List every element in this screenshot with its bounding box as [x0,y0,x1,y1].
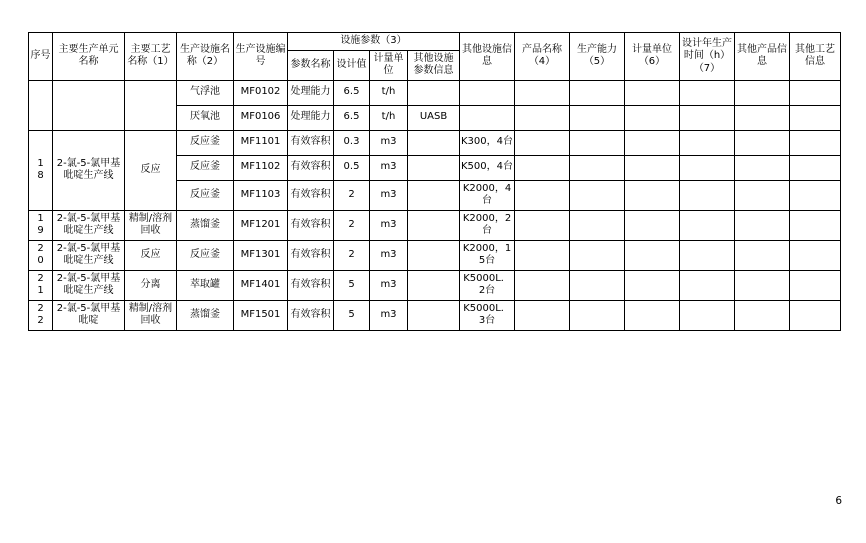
cell-measure-unit: m3 [370,300,408,330]
cell-annual-hours [680,130,735,155]
cell-annual-hours [680,270,735,300]
cell-capacity [570,300,625,330]
cell-facility-name: 气浮池 [177,80,234,105]
cell-unit-name: 2-氯-5-氯甲基吡啶生产线 [53,210,125,240]
cell-facility-code: MF1301 [234,240,288,270]
cell-capacity [570,210,625,240]
cell-other-param-info [408,155,460,180]
cell-other-process-info [790,180,841,210]
cell-capacity [570,270,625,300]
cell-annual-hours [680,210,735,240]
cell-capacity-unit [625,210,680,240]
header-other-product-info: 其他产品信息 [735,33,790,81]
facility-parameters-table [28,32,841,331]
cell-facility-code: MF1501 [234,300,288,330]
cell-capacity-unit [625,180,680,210]
cell-facility-name: 反应釜 [177,155,234,180]
cell-product-name [515,180,570,210]
cell-param-name: 有效容积 [288,300,334,330]
cell-product-name [515,130,570,155]
cell-other-facility-info [460,105,515,130]
cell-annual-hours [680,105,735,130]
cell-design-value: 2 [334,210,370,240]
cell-process-name: 反应 [125,130,177,210]
cell-seq: 1 9 [29,210,53,240]
cell-other-product-info [735,105,790,130]
cell-other-process-info [790,210,841,240]
cell-design-value: 6.5 [334,105,370,130]
cell-design-value: 5 [334,270,370,300]
cell-unit-name: 2-氯-5-氯甲基吡啶生产线 [53,240,125,270]
cell-facility-name: 反应釜 [177,130,234,155]
cell-capacity-unit [625,105,680,130]
cell-facility-code: MF1103 [234,180,288,210]
page-number: 6 [835,495,842,507]
table-row [29,270,841,300]
header-capacity-unit: 计量单位（6） [625,33,680,81]
cell-other-param-info [408,180,460,210]
cell-annual-hours [680,180,735,210]
cell-design-value: 5 [334,300,370,330]
table-row [29,240,841,270]
table-body [29,80,841,330]
header-product-name: 产品名称（4） [515,33,570,81]
cell-annual-hours [680,80,735,105]
cell-annual-hours [680,300,735,330]
cell-param-name: 处理能力 [288,80,334,105]
cell-capacity [570,180,625,210]
cell-other-param-info [408,210,460,240]
header-other-process-info: 其他工艺信息 [790,33,841,81]
table-row [29,210,841,240]
cell-other-facility-info: K2000，2台 [460,210,515,240]
cell-other-product-info [735,270,790,300]
cell-other-param-info [408,270,460,300]
cell-facility-name: 蒸馏釜 [177,210,234,240]
cell-other-process-info [790,240,841,270]
cell-other-param-info [408,240,460,270]
cell-facility-name: 反应釜 [177,240,234,270]
cell-facility-code: MF1201 [234,210,288,240]
cell-process-name: 精制/溶剂回收 [125,300,177,330]
cell-facility-code: MF1401 [234,270,288,300]
cell-process-name: 分离 [125,270,177,300]
header-param-name: 参数名称 [288,50,334,80]
cell-capacity-unit [625,300,680,330]
cell-facility-code: MF0102 [234,80,288,105]
cell-capacity [570,130,625,155]
cell-unit-name: 2-氯-5-氯甲基吡啶生产线 [53,130,125,210]
header-process-name: 主要工艺名称（1） [125,33,177,81]
header-facility-name: 生产设施名称（2） [177,33,234,81]
cell-seq [29,80,53,130]
cell-capacity-unit [625,270,680,300]
cell-other-process-info [790,105,841,130]
cell-other-product-info [735,210,790,240]
cell-product-name [515,80,570,105]
cell-capacity-unit [625,80,680,105]
cell-product-name [515,155,570,180]
cell-measure-unit: t/h [370,80,408,105]
cell-other-process-info [790,155,841,180]
table-row [29,80,841,105]
table-header-row-1 [29,33,841,51]
cell-product-name [515,300,570,330]
cell-other-param-info [408,80,460,105]
cell-other-process-info [790,130,841,155]
cell-other-facility-info: K5000L．3台 [460,300,515,330]
header-capacity: 生产能力（5） [570,33,625,81]
cell-measure-unit: m3 [370,180,408,210]
cell-measure-unit: t/h [370,105,408,130]
cell-annual-hours [680,240,735,270]
cell-capacity [570,155,625,180]
cell-other-product-info [735,80,790,105]
cell-facility-name: 厌氧池 [177,105,234,130]
cell-product-name [515,210,570,240]
cell-capacity-unit [625,240,680,270]
header-design-value: 设计值 [334,50,370,80]
header-other-param-info: 其他设施参数信息 [408,50,460,80]
cell-other-facility-info: K2000，4台 [460,180,515,210]
cell-other-product-info [735,180,790,210]
cell-seq: 1 8 [29,130,53,210]
cell-other-product-info [735,300,790,330]
cell-unit-name: 2-氯-5-氯甲基吡啶 [53,300,125,330]
cell-other-facility-info: K2000，15台 [460,240,515,270]
cell-param-name: 有效容积 [288,270,334,300]
cell-param-name: 处理能力 [288,105,334,130]
cell-capacity [570,240,625,270]
cell-product-name [515,270,570,300]
cell-design-value: 0.5 [334,155,370,180]
header-measure-unit: 计量单位 [370,50,408,80]
cell-capacity [570,105,625,130]
cell-design-value: 0.3 [334,130,370,155]
cell-param-name: 有效容积 [288,155,334,180]
header-annual-hours: 设计年生产时间（h）（7） [680,33,735,81]
cell-param-name: 有效容积 [288,130,334,155]
cell-measure-unit: m3 [370,240,408,270]
cell-unit-name [53,80,125,130]
cell-process-name [125,80,177,130]
cell-other-product-info [735,155,790,180]
cell-capacity-unit [625,130,680,155]
cell-other-facility-info [460,80,515,105]
cell-product-name [515,105,570,130]
cell-other-facility-info: K500，4台 [460,155,515,180]
header-unit-name: 主要生产单元名称 [53,33,125,81]
cell-other-facility-info: K300，4台 [460,130,515,155]
cell-other-facility-info: K5000L．2台 [460,270,515,300]
header-other-facility-info: 其他设施信息 [460,33,515,81]
header-facility-code: 生产设施编号 [234,33,288,81]
cell-param-name: 有效容积 [288,180,334,210]
cell-other-product-info [735,130,790,155]
table-row [29,300,841,330]
cell-measure-unit: m3 [370,130,408,155]
cell-design-value: 2 [334,180,370,210]
cell-measure-unit: m3 [370,155,408,180]
cell-other-param-info: UASB [408,105,460,130]
cell-process-name: 反应 [125,240,177,270]
cell-process-name: 精制/溶剂回收 [125,210,177,240]
cell-other-process-info [790,300,841,330]
cell-param-name: 有效容积 [288,240,334,270]
cell-facility-name: 萃取罐 [177,270,234,300]
header-seq: 序号 [29,33,53,81]
cell-facility-code: MF0106 [234,105,288,130]
cell-other-product-info [735,240,790,270]
cell-design-value: 6.5 [334,80,370,105]
cell-capacity-unit [625,155,680,180]
cell-design-value: 2 [334,240,370,270]
cell-seq: 2 2 [29,300,53,330]
cell-other-process-info [790,270,841,300]
cell-measure-unit: m3 [370,210,408,240]
cell-other-param-info [408,300,460,330]
header-group-facility-params: 设施参数（3） [288,33,460,51]
cell-param-name: 有效容积 [288,210,334,240]
cell-facility-code: MF1102 [234,155,288,180]
cell-measure-unit: m3 [370,270,408,300]
cell-unit-name: 2-氯-5-氯甲基吡啶生产线 [53,270,125,300]
cell-annual-hours [680,155,735,180]
table-row [29,130,841,155]
cell-capacity [570,80,625,105]
cell-seq: 2 1 [29,270,53,300]
cell-other-param-info [408,130,460,155]
cell-seq: 2 0 [29,240,53,270]
cell-facility-name: 反应釜 [177,180,234,210]
table-header [29,33,841,81]
cell-facility-name: 蒸馏釜 [177,300,234,330]
cell-product-name [515,240,570,270]
cell-facility-code: MF1101 [234,130,288,155]
cell-other-process-info [790,80,841,105]
